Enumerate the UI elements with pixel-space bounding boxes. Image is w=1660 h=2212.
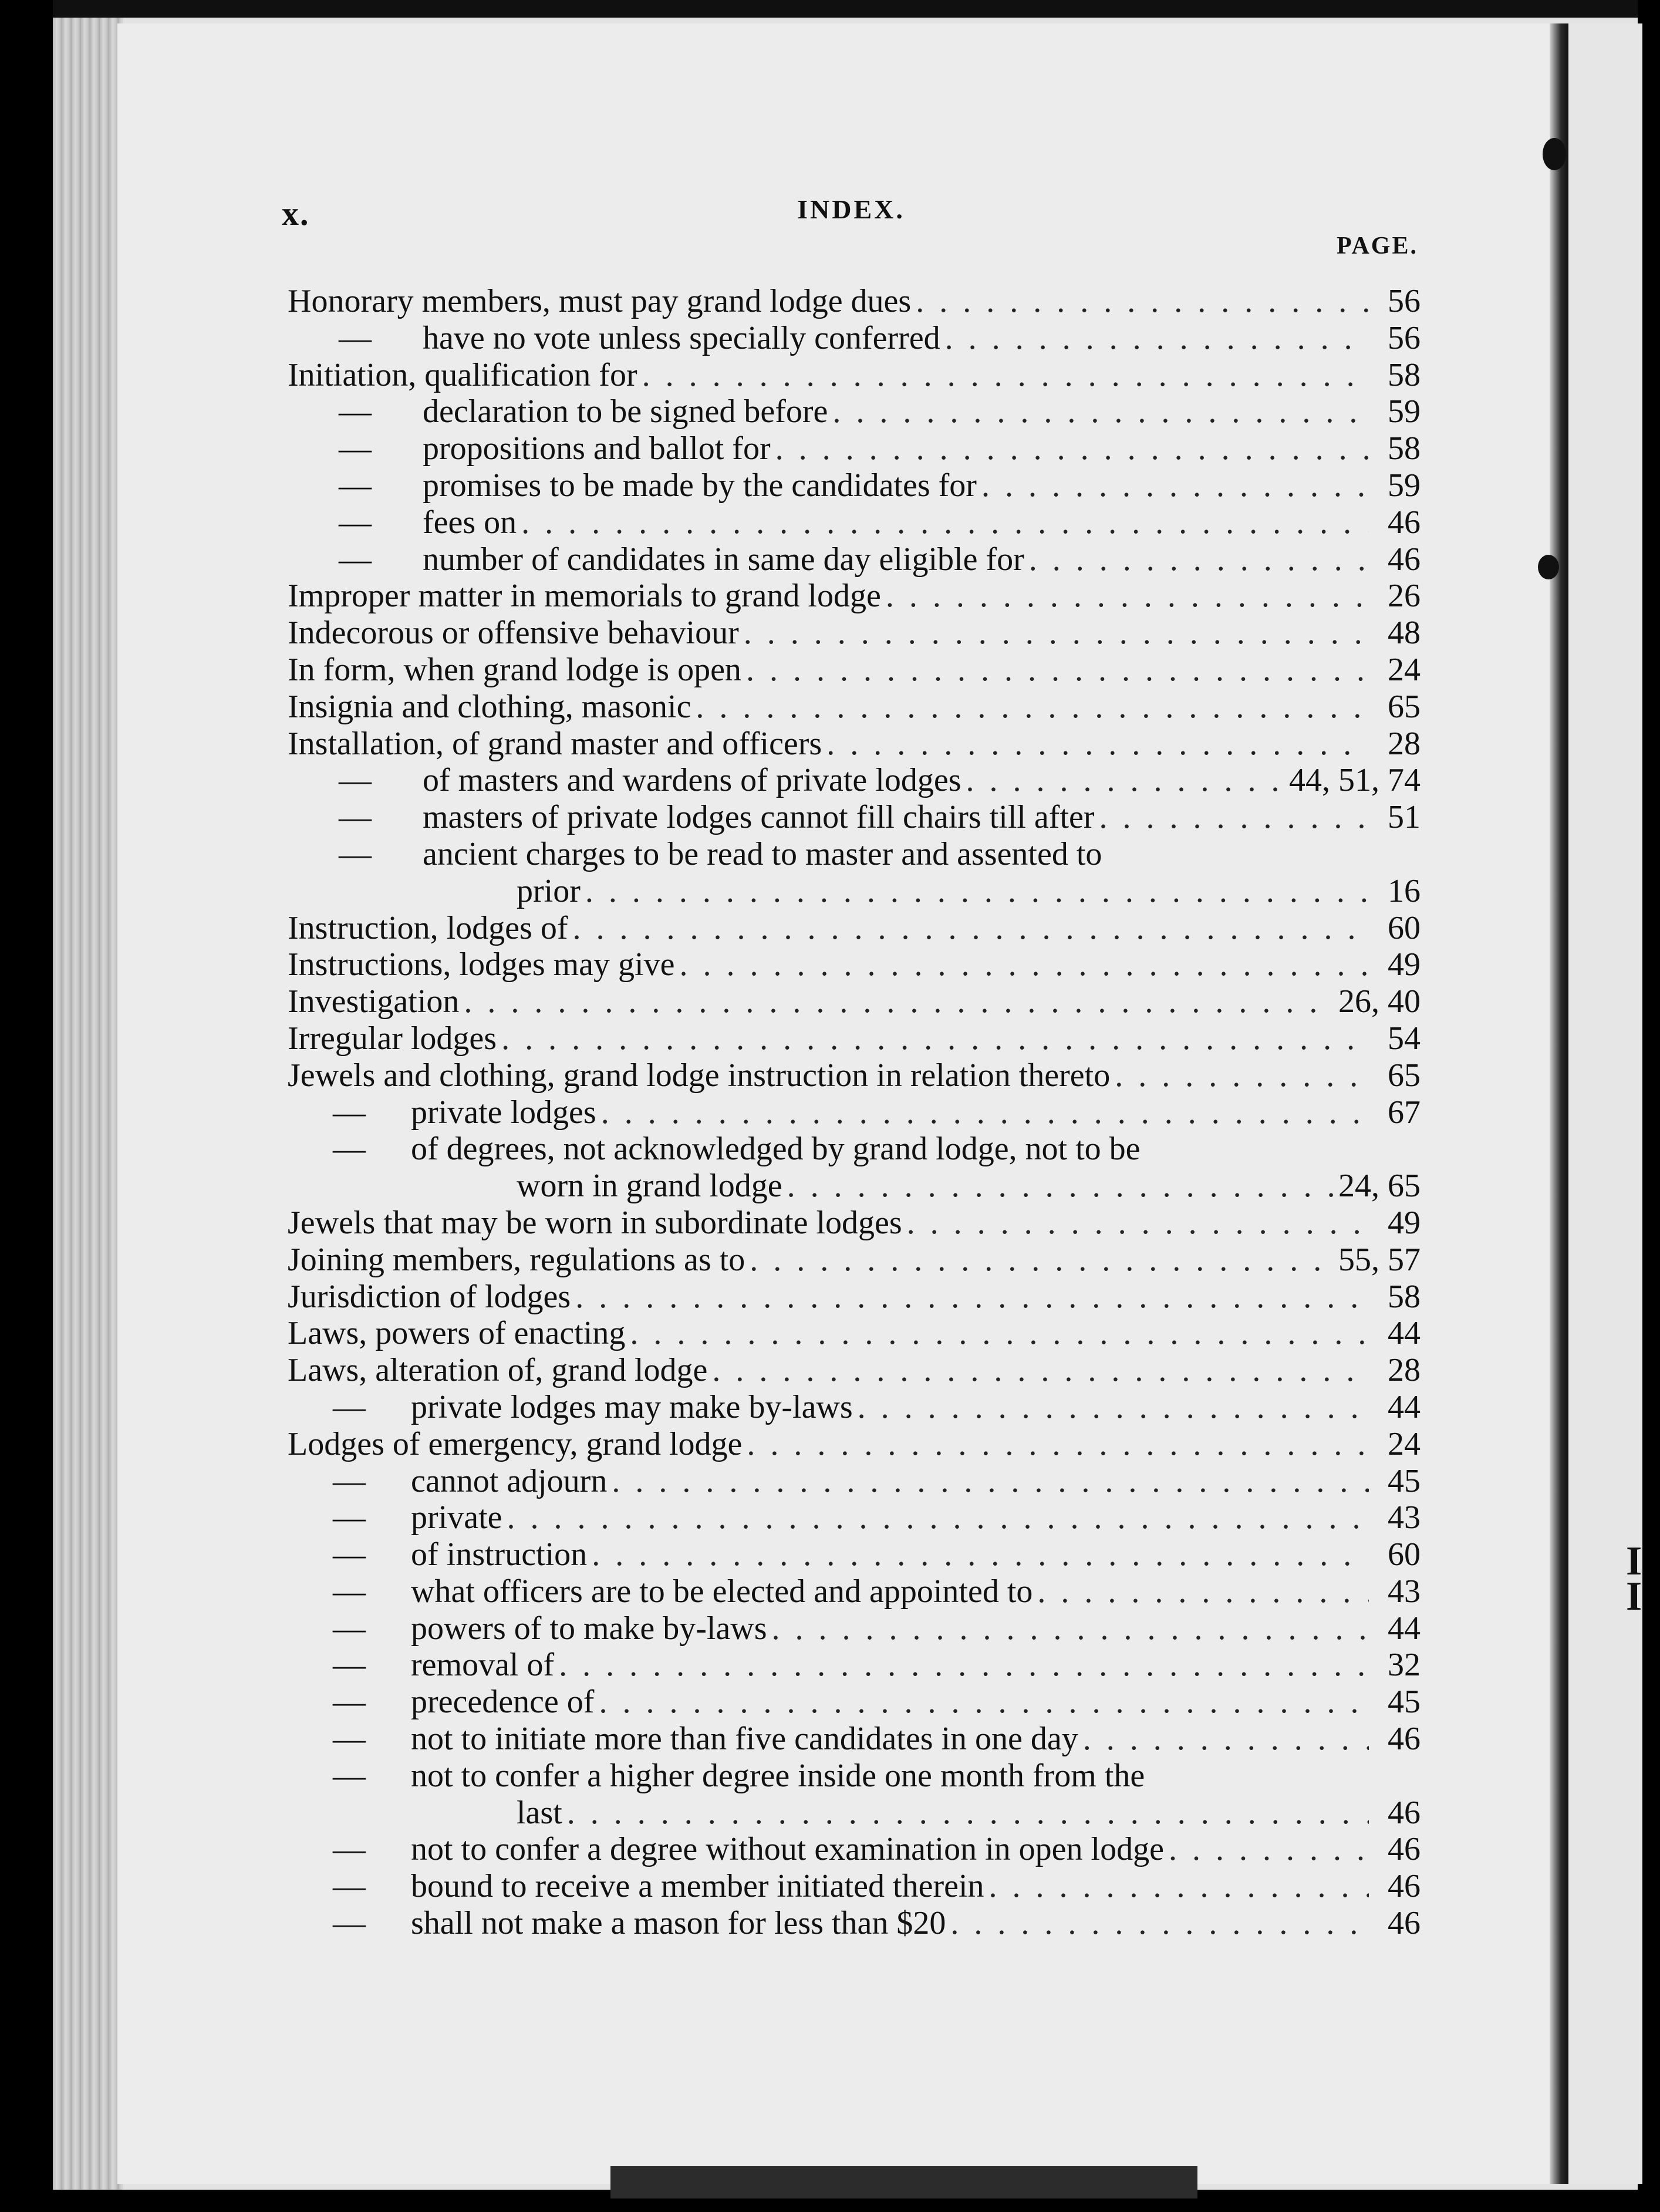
dot-leader [464,983,1334,1020]
page-reference: 60 [1388,909,1421,946]
dot-leader [886,578,1369,615]
page-reference: 48 [1388,615,1421,652]
dot-leader [559,1647,1369,1684]
dot-leader [575,1279,1369,1316]
page-reference: 45 [1388,1462,1421,1499]
entry-text: Laws, powers of enacting [288,1315,626,1352]
repeat-dash: — [333,1388,366,1425]
dot-leader [945,320,1369,357]
page-reference: 46 [1388,1868,1421,1905]
page-reference: 44 [1388,1315,1421,1352]
index-entry [288,283,1421,320]
dot-leader [744,615,1369,652]
dot-leader [585,873,1369,910]
index-entry [288,1094,1421,1131]
page-reference: 56 [1388,283,1421,319]
repeat-dash: — [333,1573,366,1610]
page-reference: 58 [1388,430,1421,467]
index-entry [288,320,1421,357]
entry-text: Laws, alteration of, grand lodge [288,1352,708,1389]
index-entry [288,1721,1421,1758]
index-entry [288,1905,1421,1942]
repeat-dash: — [339,762,372,799]
page-reference: 56 [1388,319,1421,356]
dot-leader [1099,799,1369,836]
dot-leader [950,1905,1369,1942]
index-entry [288,1463,1421,1500]
index-entry [288,873,1421,910]
index-entry [288,836,1421,873]
repeat-dash: — [339,799,372,836]
book-gutter [1550,23,1568,2184]
repeat-dash: — [333,1868,366,1905]
page-reference: 26 [1388,578,1421,615]
index-entry [288,689,1421,726]
page-reference: 60 [1388,1536,1421,1573]
index-entry [288,615,1421,652]
dot-leader [521,504,1369,541]
entry-text: Joining members, regulations as to [288,1241,745,1278]
dot-leader [989,1868,1369,1905]
folio: x. [282,194,310,232]
entry-text: Jewels that may be worn in subordinate lodges [288,1204,902,1241]
dot-leader [601,1094,1369,1131]
index-entry [288,1868,1421,1905]
entry-text: ancient charges to be read to master and assented to [423,835,1102,872]
page-reference: 46 [1388,1831,1421,1868]
page-reference: 46 [1388,541,1421,578]
entry-text: last [517,1794,562,1831]
entry-text: declaration to be signed before [423,393,828,430]
page-reference: 58 [1388,356,1421,393]
repeat-dash: — [333,1684,366,1721]
page-reference: 32 [1388,1647,1421,1684]
dot-leader [712,1352,1369,1389]
dot-leader [599,1684,1369,1721]
page-reference: 67 [1388,1094,1421,1131]
facing-page-letter: I [1626,1539,1642,1584]
entry-text: Indecorous or offensive behaviour [288,615,739,652]
page-reference: 59 [1388,467,1421,504]
page-title: INDEX. [797,194,905,224]
entry-text: private lodges [411,1094,596,1131]
running-head [282,194,1421,241]
dot-leader [501,1020,1369,1057]
index-entry [288,1315,1421,1352]
repeat-dash: — [333,1647,366,1684]
entry-text: Insignia and clothing, masonic [288,688,691,725]
entry-text: masters of private lodges cannot fill chairs till after [423,799,1095,836]
index-entry [288,1795,1421,1832]
index-list [288,283,1421,1942]
repeat-dash: — [333,1462,366,1499]
page-reference: 49 [1388,1204,1421,1241]
entry-text: cannot adjourn [411,1462,608,1499]
facing-page [1566,23,1642,2184]
page-reference: 46 [1388,1794,1421,1831]
page-edge-stack [53,18,123,2190]
entry-text: Improper matter in memorials to grand lodge [288,578,881,615]
entry-text: private lodges may make by-laws [411,1388,853,1425]
index-entry [288,1610,1421,1647]
dot-leader [679,946,1369,983]
entry-text: Installation, of grand master and officers [288,725,822,762]
entry-text: shall not make a mason for less than $20 [411,1905,946,1942]
binding-blot [1538,555,1559,579]
index-entry [288,1758,1421,1795]
entry-text: bound to receive a member initiated therein [411,1868,984,1905]
repeat-dash: — [333,1610,366,1647]
dot-leader [642,357,1369,394]
index-entry [288,1831,1421,1868]
entry-text: not to confer a degree without examination in open lodge [411,1831,1164,1868]
entry-text: powers of to make by-laws [411,1610,767,1647]
index-entry [288,1499,1421,1536]
entry-text: Initiation, qualification for [288,356,637,393]
bottom-shadow [610,2166,1197,2198]
page-reference: 24, 65 [1338,1168,1421,1205]
repeat-dash: — [333,1831,366,1868]
page-reference: 65 [1388,1057,1421,1094]
repeat-dash: — [333,1757,366,1794]
index-entry [288,1352,1421,1389]
entry-text: Lodges of emergency, grand lodge [288,1425,743,1462]
page-reference: 65 [1388,688,1421,725]
page-reference: 24 [1388,651,1421,688]
repeat-dash: — [339,467,372,504]
index-entry [288,1242,1421,1279]
dot-leader [747,1426,1369,1463]
index-entry [288,430,1421,467]
page-reference: 28 [1388,725,1421,762]
entry-text: of masters and wardens of private lodges [423,762,961,799]
dot-leader [772,1610,1369,1647]
index-entry [288,1131,1421,1168]
page-reference: 58 [1388,1278,1421,1315]
dot-leader [746,652,1369,689]
dot-leader [775,430,1369,467]
binding-blot [1543,138,1566,170]
index-entry [288,1684,1421,1721]
repeat-dash: — [333,1499,366,1536]
page-reference: 46 [1388,504,1421,541]
index-entry [288,1057,1421,1094]
page-reference: 59 [1388,393,1421,430]
repeat-dash: — [339,430,372,467]
entry-text: fees on [423,504,517,541]
dot-leader [966,762,1285,799]
repeat-dash: — [339,835,372,872]
repeat-dash: — [333,1536,366,1573]
entry-text: Jurisdiction of lodges [288,1278,571,1315]
entry-text: Instruction, lodges of [288,909,568,946]
index-entry [288,357,1421,394]
dot-leader [787,1168,1334,1205]
dot-leader [572,910,1369,947]
page-reference: 44, 51, 74 [1289,762,1421,799]
repeat-dash: — [333,1721,366,1758]
entry-text: promises to be made by the candidates for [423,467,977,504]
dot-leader [507,1499,1369,1536]
dot-leader [630,1315,1369,1352]
index-entry [288,1205,1421,1242]
index-entry [288,1279,1421,1316]
repeat-dash: — [339,504,372,541]
page-reference: 54 [1388,1020,1421,1057]
entry-text: what officers are to be elected and appointed to [411,1573,1033,1610]
index-entry [288,393,1421,430]
dot-leader [916,283,1369,320]
dot-leader [1029,541,1369,578]
index-entry [288,504,1421,541]
entry-text: of instruction [411,1536,588,1573]
entry-text: Instructions, lodges may give [288,946,675,983]
dot-leader [981,467,1369,504]
entry-text: of degrees, not acknowledged by grand lodge, not to be [411,1131,1141,1168]
repeat-dash: — [339,393,372,430]
entry-text: not to initiate more than five candidates in one day [411,1721,1078,1758]
index-entry [288,910,1421,947]
entry-text: Investigation [288,983,460,1020]
index-entry [288,946,1421,983]
dot-leader [612,1463,1369,1500]
entry-text: removal of [411,1647,555,1684]
page-reference: 26, 40 [1338,983,1421,1020]
page-reference: 43 [1388,1573,1421,1610]
index-entry [288,762,1421,799]
page-reference: 43 [1388,1499,1421,1536]
page-reference: 51 [1388,799,1421,836]
entry-text: not to confer a higher degree inside one month from the [411,1757,1145,1794]
entry-text: Jewels and clothing, grand lodge instruction in relation thereto [288,1057,1111,1094]
entry-text: Honorary members, must pay grand lodge dues [288,283,912,319]
entry-text: Irregular lodges [288,1020,497,1057]
index-entry [288,726,1421,763]
index-entry [288,1536,1421,1573]
page-reference: 49 [1388,946,1421,983]
page-reference: 46 [1388,1721,1421,1758]
dot-leader [1115,1057,1369,1094]
index-entry [288,1020,1421,1057]
dot-leader [832,393,1369,430]
facing-page-letter: I [1626,1574,1642,1619]
page-column-label: PAGE. [1336,232,1418,259]
dot-leader [858,1389,1369,1426]
page-reference: 44 [1388,1388,1421,1425]
dot-leader [1083,1721,1369,1758]
index-entry [288,1426,1421,1463]
dot-leader [592,1536,1369,1573]
index-entry [288,467,1421,504]
dot-leader [1037,1573,1369,1610]
entry-text: number of candidates in same day eligible for [423,541,1024,578]
repeat-dash: — [333,1131,366,1168]
dot-leader [826,726,1369,763]
index-entry [288,1573,1421,1610]
dot-leader [907,1205,1369,1242]
page-reference: 16 [1388,872,1421,909]
entry-text: private [411,1499,502,1536]
entry-text: precedence of [411,1684,595,1721]
page-reference: 28 [1388,1352,1421,1389]
entry-text: propositions and ballot for [423,430,771,467]
index-entry [288,578,1421,615]
entry-text: have no vote unless specially conferred [423,319,940,356]
dot-leader [1169,1831,1369,1868]
repeat-dash: — [339,319,372,356]
dot-leader [696,689,1369,726]
index-entry [288,1168,1421,1205]
page-reference: 46 [1388,1905,1421,1942]
index-entry [288,1389,1421,1426]
dot-leader [750,1242,1334,1279]
index-entry [288,799,1421,836]
repeat-dash: — [339,541,372,578]
index-entry [288,541,1421,578]
page-reference: 24 [1388,1425,1421,1462]
repeat-dash: — [333,1094,366,1131]
page-reference: 45 [1388,1684,1421,1721]
dot-leader [567,1795,1369,1832]
index-entry [288,983,1421,1020]
entry-text: worn in grand lodge [517,1168,782,1205]
index-entry [288,1647,1421,1684]
entry-text: prior [517,872,581,909]
page-reference: 55, 57 [1338,1241,1421,1278]
index-entry [288,652,1421,689]
page-reference: 44 [1388,1610,1421,1647]
entry-text: In form, when grand lodge is open [288,651,741,688]
repeat-dash: — [333,1905,366,1942]
